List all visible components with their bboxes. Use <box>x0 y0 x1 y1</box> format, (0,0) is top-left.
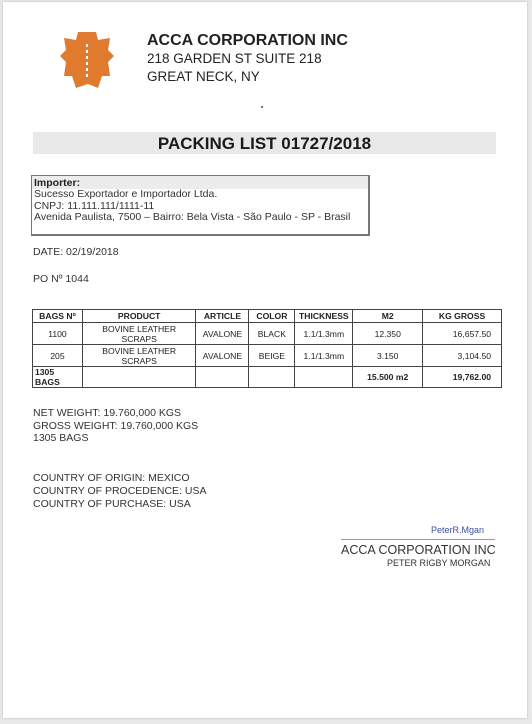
cell-m2: 12.350 <box>353 323 423 345</box>
table-row <box>33 323 502 345</box>
origin-block <box>33 472 206 511</box>
signature-person: PETER RIGBY MORGAN <box>387 558 491 568</box>
empty-cell <box>295 367 353 388</box>
importer-box <box>31 175 370 236</box>
importer-heading: Importer: <box>32 176 368 189</box>
cell-kg-gross: 3,104.50 <box>423 345 502 367</box>
table-header-row <box>33 310 502 323</box>
column-header: BAGS Nº <box>33 310 83 323</box>
cell-color: BLACK <box>249 323 295 345</box>
cell-article: AVALONE <box>196 323 249 345</box>
cell-m2: 3.150 <box>353 345 423 367</box>
column-header: COLOR <box>249 310 295 323</box>
company-name: ACCA CORPORATION INC <box>147 32 348 49</box>
cell-product: BOVINE LEATHER SCRAPS <box>82 345 196 367</box>
cell-bags: 1100 <box>33 323 83 345</box>
empty-cell <box>249 367 295 388</box>
importer-address: Avenida Paulista, 7500 – Bairro: Bela Vista - São Paulo - SP - Brasil <box>34 211 351 223</box>
column-header: KG GROSS <box>423 310 502 323</box>
purchase-order-number: PO Nº 1044 <box>33 273 89 285</box>
cell-kg-gross: 16,657.50 <box>423 323 502 345</box>
column-header: ARTICLE <box>196 310 249 323</box>
net-weight: NET WEIGHT: 19.760,000 KGS <box>33 407 182 419</box>
cell-product: BOVINE LEATHER SCRAPS <box>82 323 196 345</box>
document-page <box>3 2 527 718</box>
country-of-origin: COUNTRY OF ORIGIN: MEXICO <box>33 472 190 484</box>
leather-hide-icon <box>58 30 116 92</box>
cell-bags: 205 <box>33 345 83 367</box>
cell-article: AVALONE <box>196 345 249 367</box>
importer-cnpj: CNPJ: 11.111.111/1111-11 <box>34 199 155 212</box>
column-header: PRODUCT <box>82 310 196 323</box>
cell-color: BEIGE <box>249 345 295 367</box>
decorative-dot <box>261 106 263 108</box>
handwritten-signature: PeterR.Mgan <box>431 525 485 535</box>
signature-line <box>341 539 495 540</box>
cell-thickness: 1.1/1.3mm <box>295 345 353 367</box>
gross-weight: GROSS WEIGHT: 19.760,000 KGS <box>33 419 199 432</box>
empty-cell <box>196 367 249 388</box>
weights-block <box>33 407 198 445</box>
empty-cell <box>82 367 196 388</box>
total-kg-gross: 19,762.00 <box>423 367 502 388</box>
company-address-line1: 218 GARDEN ST SUITE 218 <box>147 51 322 66</box>
importer-name: Sucesso Exportador e Importador Ltda. <box>34 188 218 200</box>
company-address-line2: GREAT NECK, NY <box>147 69 260 84</box>
column-header: M2 <box>353 310 423 323</box>
document-date: DATE: 02/19/2018 <box>33 246 119 258</box>
total-m2: 15.500 m2 <box>353 367 423 388</box>
total-bags: 1305 BAGS <box>33 367 83 388</box>
document-title: PACKING LIST 01727/2018 <box>33 132 496 154</box>
country-of-procedence: COUNTRY OF PROCEDENCE: USA <box>33 485 207 497</box>
column-header: THICKNESS <box>295 310 353 323</box>
table-total-row <box>33 367 502 388</box>
total-bags-line: 1305 BAGS <box>33 432 89 444</box>
country-of-purchase: COUNTRY OF PURCHASE: USA <box>33 498 191 510</box>
cell-thickness: 1.1/1.3mm <box>295 323 353 345</box>
signature-company: ACCA CORPORATION INC <box>341 543 496 557</box>
table-row <box>33 345 502 367</box>
packing-table <box>32 309 502 388</box>
company-header <box>147 32 348 86</box>
